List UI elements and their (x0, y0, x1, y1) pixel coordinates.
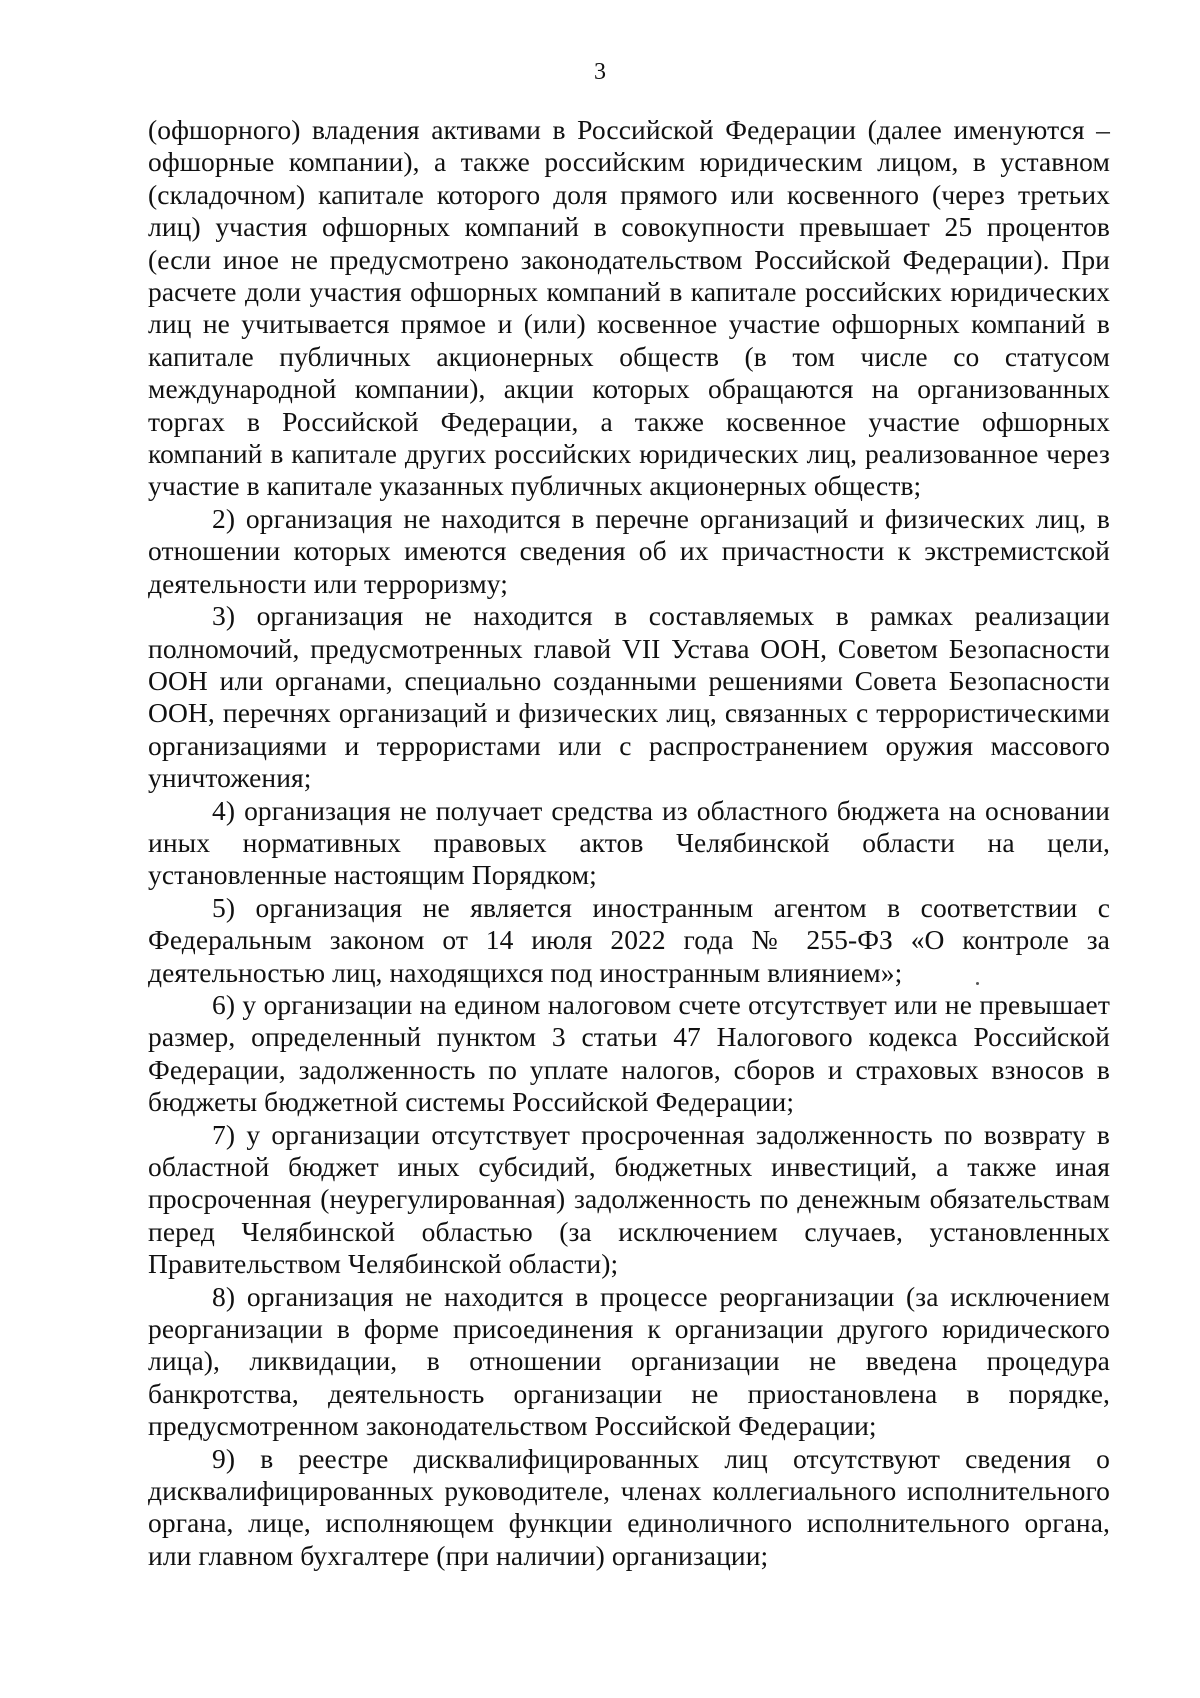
paragraph-item-8: 8) организация не находится в процессе реорганизации (за исключением реорганизации в форме присоединения к организации другого юридического лица), ликвидации, в отношении организации не введена процедура банкротства, деятельность организации не приостановлена в порядке, предусмотренном законодательством Российской Федерации; (148, 1280, 1110, 1442)
document-body (148, 114, 1110, 1572)
paragraph-item-9: 9) в реестре дисквалифицированных лиц отсутствуют сведения о дисквалифицированных руководителе, членах коллегиального исполнительного органа, лице, исполняющем функции единоличного исполнительного органа, или главном бухгалтере (при наличии) организации; (148, 1442, 1110, 1571)
paragraph-item-5: 5) организация не является иностранным агентом в соответствии с Федеральным законом от 14 июля 2022 года № 255-ФЗ «О контроле за деятельностью лиц, находящихся под иностранным влиянием»; (148, 891, 1110, 988)
paragraph-offshore-continuation: (офшорного) владения активами в Российской Федерации (далее именуются – офшорные компании), а также российским юридическим лицом, в уставном (складочном) капитале которого доля прямого или косвенного (через третьих лиц) участия офшорных компаний в совокупности превышает 25 процентов (если иное не предусмотрено законодательством Российской Федерации). При расчете доли участия офшорных компаний в капитале российских юридических лиц не учитывается прямое и (или) косвенное участие офшорных компаний в капитале публичных акционерных обществ (в том числе со статусом международной компании), акции которых обращаются на организованных торгах в Российской Федерации, а также косвенное участие офшорных компаний в капитале других российских юридических лиц, реализованное через участие в капитале указанных публичных акционерных обществ; (148, 114, 1110, 502)
page-number: 3 (594, 59, 606, 85)
paragraph-item-3: 3) организация не находится в составляемых в рамках реализации полномочий, предусмотренных главой VII Устава ООН, Советом Безопасности ООН или органами, специально созданными решениями Совета Безопасности ООН, перечнях организаций и физических лиц, связанных с террористическими организациями и террористами или с распространением оружия массового уничтожения; (148, 600, 1110, 794)
paragraph-item-4: 4) организация не получает средства из областного бюджета на основании иных нормативных правовых актов Челябинской области на цели, установленные настоящим Порядком; (148, 794, 1110, 891)
paragraph-item-6: 6) у организации на едином налоговом счете отсутствует или не превышает размер, определенный пунктом 3 статьи 47 Налогового кодекса Российской Федерации, задолженность по уплате налогов, сборов и страховых взносов в бюджеты бюджетной системы Российской Федерации; (148, 988, 1110, 1118)
paragraph-item-7: 7) у организации отсутствует просроченная задолженность по возврату в областной бюджет иных субсидий, бюджетных инвестиций, а также иная просроченная (неурегулированная) задолженность по денежным обязательствам перед Челябинской областью (за исключением случаев, установленных Правительством Челябинской области); (148, 1118, 1110, 1280)
paragraph-item-2: 2) организация не находится в перечне организаций и физических лиц, в отношении которых имеются сведения об их причастности к экстремистской деятельности или терроризму; (148, 502, 1110, 599)
scan-speck (976, 982, 979, 985)
